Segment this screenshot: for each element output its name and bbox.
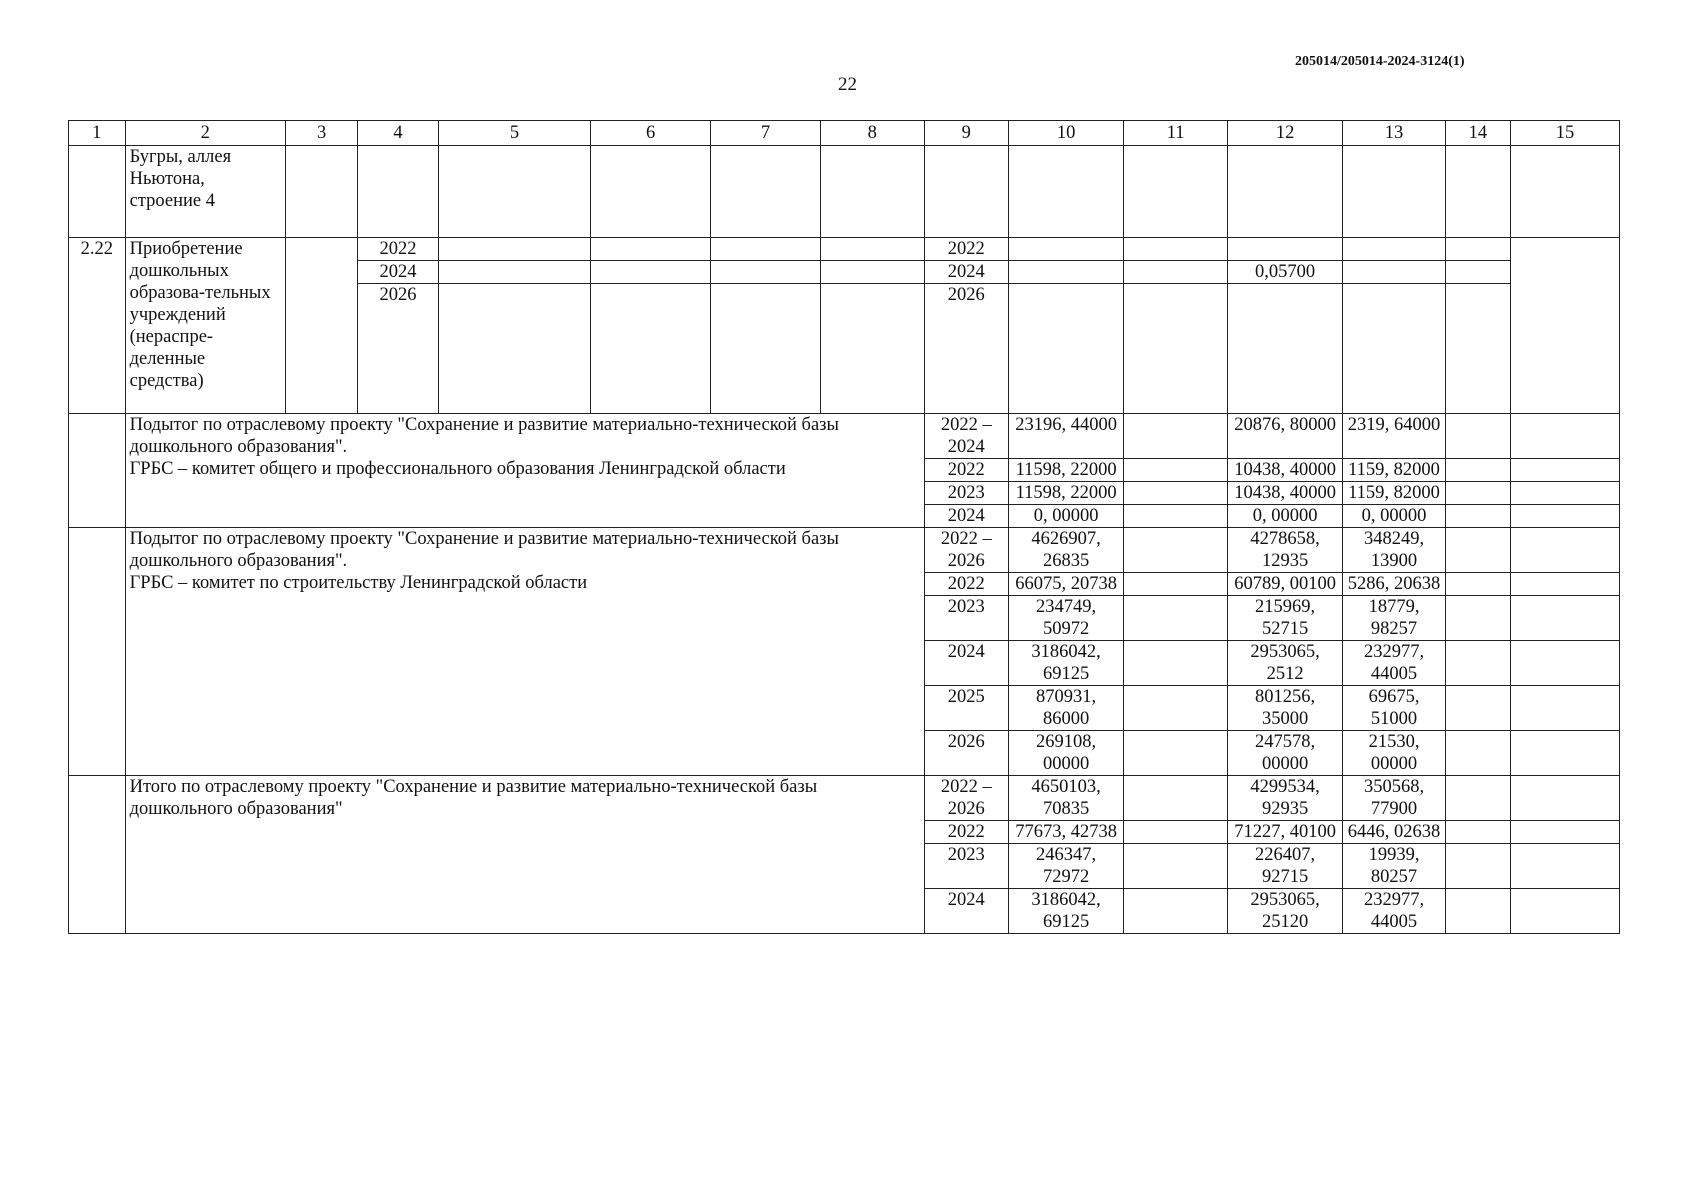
year-cell: 2026 — [924, 731, 1008, 776]
value-cell: 6446, 02638 — [1343, 821, 1446, 844]
col-header: 8 — [820, 121, 924, 146]
value-cell: 77673, 42738 — [1008, 821, 1123, 844]
value-cell: 21530, 00000 — [1343, 731, 1446, 776]
year-cell: 2023 — [924, 482, 1008, 505]
col-header: 4 — [358, 121, 438, 146]
year-cell: 2024 — [924, 889, 1008, 934]
value-cell: 20876, 80000 — [1227, 414, 1342, 459]
subtotal-title: Подытог по отраслевому проекту "Сохранение и развитие материально-технической базы дошкольного образования". — [129, 415, 839, 457]
value-cell: 71227, 40100 — [1227, 821, 1342, 844]
value-cell: 18779, 98257 — [1343, 596, 1446, 641]
value-cell: 234749, 50972 — [1008, 596, 1123, 641]
subtotal-title: Подытог по отраслевому проекту "Сохранение и развитие материально-технической базы дошкольного образования". — [129, 529, 839, 571]
value-cell: 269108, 00000 — [1008, 731, 1123, 776]
row-number: 2.22 — [69, 238, 126, 414]
value-cell: 2953065, 25120 — [1227, 889, 1342, 934]
year-cell: 2022 – 2026 — [924, 528, 1008, 573]
value-cell: 232977, 44005 — [1343, 889, 1446, 934]
table-row — [69, 414, 1620, 459]
year-cell: 2024 — [924, 641, 1008, 686]
subtotal-label — [125, 528, 924, 776]
value-cell: 0, 00000 — [1227, 505, 1342, 528]
value-cell: 870931, 86000 — [1008, 686, 1123, 731]
column-number-row — [69, 121, 1620, 146]
col-header: 6 — [591, 121, 711, 146]
value-cell: 19939, 80257 — [1343, 844, 1446, 889]
year-cell: 2022 — [924, 573, 1008, 596]
col-header: 9 — [924, 121, 1008, 146]
value-cell: 1159, 82000 — [1343, 482, 1446, 505]
col-header: 15 — [1510, 121, 1619, 146]
value-cell: 11598, 22000 — [1008, 482, 1123, 505]
value-cell: 2319, 64000 — [1343, 414, 1446, 459]
value-cell: 0, 00000 — [1008, 505, 1123, 528]
value-cell: 4299534, 92935 — [1227, 776, 1342, 821]
col-header: 12 — [1227, 121, 1342, 146]
subtotal-grbs: ГРБС – комитет по строительству Ленинградской области — [129, 573, 588, 593]
col-header: 13 — [1343, 121, 1446, 146]
table-row — [69, 146, 1620, 238]
col-header: 3 — [285, 121, 358, 146]
value-cell: 215969, 52715 — [1227, 596, 1342, 641]
value-cell: 3186042, 69125 — [1008, 889, 1123, 934]
page-number: 22 — [838, 74, 857, 95]
year-cell: 2022 – 2024 — [924, 414, 1008, 459]
value-cell: 801256, 35000 — [1227, 686, 1342, 731]
year-cell: 2025 — [924, 686, 1008, 731]
year-cell: 2024 — [358, 261, 438, 284]
value-cell: 23196, 44000 — [1008, 414, 1123, 459]
year-cell: 2023 — [924, 596, 1008, 641]
year-cell: 2026 — [924, 284, 1008, 414]
budget-table — [68, 120, 1620, 934]
total-label: Итого по отраслевому проекту "Сохранение и развитие материально-технической базы дошкольного образования" — [125, 776, 924, 934]
col-header: 2 — [125, 121, 285, 146]
value-cell: 66075, 20738 — [1008, 573, 1123, 596]
col-header: 7 — [710, 121, 820, 146]
col-header: 14 — [1445, 121, 1510, 146]
year-cell: 2022 — [924, 459, 1008, 482]
year-cell: 2022 – 2026 — [924, 776, 1008, 821]
value-cell: 4278658, 12935 — [1227, 528, 1342, 573]
value-cell: 0,05700 — [1227, 261, 1342, 284]
year-cell: 2022 — [924, 821, 1008, 844]
value-cell: 10438, 40000 — [1227, 482, 1342, 505]
value-cell: 11598, 22000 — [1008, 459, 1123, 482]
col-header: 10 — [1008, 121, 1123, 146]
value-cell: 1159, 82000 — [1343, 459, 1446, 482]
subtotal-grbs: ГРБС – комитет общего и профессионального образования Ленинградской области — [129, 459, 786, 479]
value-cell: 0, 00000 — [1343, 505, 1446, 528]
row-name: Приобретение дошкольных образова-тельных учреждений (нераспре-деленные средства) — [125, 238, 285, 414]
value-cell: 69675, 51000 — [1343, 686, 1446, 731]
value-cell: 348249, 13900 — [1343, 528, 1446, 573]
col-header: 1 — [69, 121, 126, 146]
value-cell: 5286, 20638 — [1343, 573, 1446, 596]
value-cell: 246347, 72972 — [1008, 844, 1123, 889]
subtotal-label — [125, 414, 924, 528]
year-cell: 2026 — [358, 284, 438, 414]
year-cell: 2024 — [924, 505, 1008, 528]
col-header: 11 — [1124, 121, 1228, 146]
document-id: 205014/205014-2024-3124(1) — [1295, 54, 1465, 69]
value-cell: 4650103, 70835 — [1008, 776, 1123, 821]
year-cell: 2022 — [358, 238, 438, 261]
year-cell: 2023 — [924, 844, 1008, 889]
value-cell: 3186042, 69125 — [1008, 641, 1123, 686]
table-row — [69, 238, 1620, 261]
value-cell: 350568, 77900 — [1343, 776, 1446, 821]
year-cell: 2022 — [924, 238, 1008, 261]
col-header: 5 — [438, 121, 591, 146]
value-cell: 4626907, 26835 — [1008, 528, 1123, 573]
object-address: Бугры, аллея Ньютона, строение 4 — [125, 146, 285, 238]
table-row — [69, 528, 1620, 573]
value-cell: 60789, 00100 — [1227, 573, 1342, 596]
value-cell: 247578, 00000 — [1227, 731, 1342, 776]
value-cell: 10438, 40000 — [1227, 459, 1342, 482]
table-row — [69, 776, 1620, 821]
value-cell: 226407, 92715 — [1227, 844, 1342, 889]
year-cell: 2024 — [924, 261, 1008, 284]
value-cell: 2953065, 2512 — [1227, 641, 1342, 686]
value-cell: 232977, 44005 — [1343, 641, 1446, 686]
